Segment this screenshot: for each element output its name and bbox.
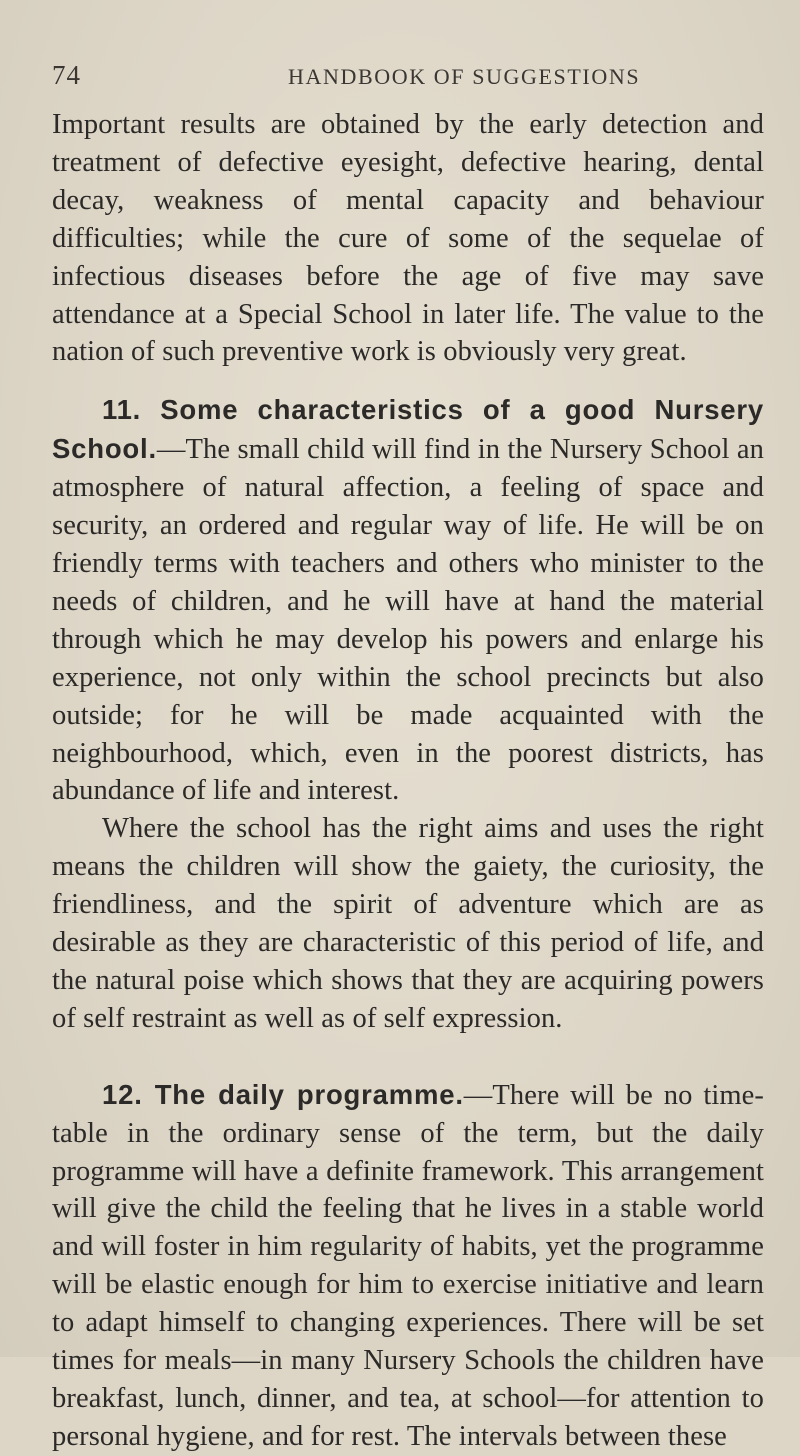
running-title: HANDBOOK OF SUGGESTIONS: [288, 64, 641, 89]
section-spacer: [52, 1038, 764, 1076]
section-11-heading: 11. Some characteristics of a good Nursery School.: [52, 394, 764, 465]
body-text: [52, 106, 764, 1456]
section-12-heading: 12. The daily programme.: [102, 1078, 464, 1110]
intro-paragraph: Important results are obtained by the early detection and treatment of defective eyesight, defective hearing, dental decay, weakness of mental capacity and behaviour difficulties; while the cure of some of the sequelae of infectious diseases before the age of five may save attendance at a Special School in later life. The value to the nation of such preventive work is obviously very great.: [52, 109, 764, 368]
section-12-body: —There will be no time-table in the ordinary sense of the term, but the daily programme will have a definite framework. This arrangement will give the child the feeling that he lives in a stable world and will foster in him regularity of habits, yet the programme will be elastic enough for him to exercise initiative and learn to adapt himself to changing experiences. There will be set times for meals—in many Nursery Schools the children have breakfast, lunch, dinner, and tea, at school—for attention to personal hygiene, and for rest. The intervals between these: [52, 1079, 764, 1452]
running-head: [52, 58, 752, 94]
page-number: 74: [52, 60, 81, 90]
section-11-body: —The small child will find in the Nursery School an atmosphere of natural affection, a feeling of space and security, an ordered and regular way of life. He will be on friendly terms with teachers and others who minister to the needs of children, and he will have at hand the material through which he may develop his powers and enlarge his experience, not only within the school precincts but also outside; for he will be made acquainted with the neighbourhood, which, even in the poorest districts, has abundance of life and interest.: [52, 434, 764, 807]
section-12-paragraph: [52, 1076, 764, 1456]
section-11-continuation: Where the school has the right aims and uses the right means the children will show the gaiety, the curiosity, the friendliness, and the spirit of adventure which are as desirable as they are characteristic of this period of life, and the natural poise which shows that they are acquiring powers of self restraint as well as of self expression.: [52, 813, 764, 1034]
section-11-paragraph: [52, 391, 764, 810]
